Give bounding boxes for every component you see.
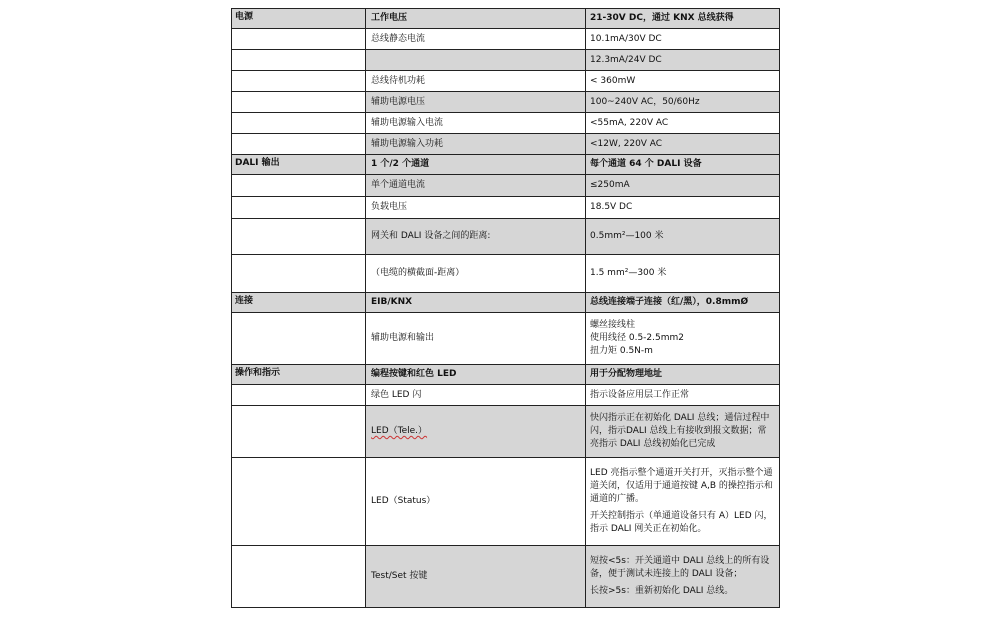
section-label xyxy=(232,385,366,406)
value-cell: 快闪指示正在初始化 DALI 总线；通信过程中闪，指示DALI 总线上有接收到报文数据；常亮指示 DALI 总线初始化已完成 xyxy=(586,406,780,458)
table-row xyxy=(232,113,780,134)
param-label: 1 个/2 个通道 xyxy=(366,155,586,175)
param-label xyxy=(366,50,586,71)
value-cell: 1.5 mm²—300 米 xyxy=(586,255,780,293)
param-label: LED（Status） xyxy=(366,458,586,546)
section-label xyxy=(232,29,366,50)
section-label xyxy=(232,92,366,113)
param-label: 辅助电源输入功耗 xyxy=(366,134,586,155)
param-label xyxy=(366,406,586,458)
value-cell: 每个通道 64 个 DALI 设备 xyxy=(586,155,780,175)
param-label: （电缆的横截面-距离） xyxy=(366,255,586,293)
value-cell: 18.5V DC xyxy=(586,197,780,219)
table-row xyxy=(232,71,780,92)
value-paragraph: 开关控制指示（单通道设备只有 A）LED 闪，指示 DALI 网关正在初始化。 xyxy=(590,511,773,534)
table-row xyxy=(232,92,780,113)
value-cell: <12W, 220V AC xyxy=(586,134,780,155)
value-cell: < 360mW xyxy=(586,71,780,92)
table-row xyxy=(232,293,780,313)
section-label xyxy=(232,313,366,365)
section-label xyxy=(232,219,366,255)
table-row xyxy=(232,50,780,71)
value-cell: <55mA, 220V AC xyxy=(586,113,780,134)
section-label xyxy=(232,50,366,71)
table-row xyxy=(232,546,780,608)
value-cell xyxy=(586,458,780,546)
value-paragraph: 长按>5s：重新初始化 DALI 总线。 xyxy=(590,586,734,596)
param-label: 辅助电源和输出 xyxy=(366,313,586,365)
section-label: DALI 输出 xyxy=(232,155,366,175)
param-label: 工作电压 xyxy=(366,9,586,29)
table-row xyxy=(232,313,780,365)
param-label: Test/Set 按键 xyxy=(366,546,586,608)
table-row xyxy=(232,365,780,385)
param-label: EIB/KNX xyxy=(366,293,586,313)
value-line: 使用线径 0.5-2.5mm2 xyxy=(590,333,684,343)
spec-table xyxy=(231,8,780,608)
value-cell xyxy=(586,313,780,365)
value-cell: 用于分配物理地址 xyxy=(586,365,780,385)
table-row xyxy=(232,155,780,175)
value-cell: 指示设备应用层工作正常 xyxy=(586,385,780,406)
value-cell: 21-30V DC，通过 KNX 总线获得 xyxy=(586,9,780,29)
table-row xyxy=(232,9,780,29)
section-label xyxy=(232,406,366,458)
value-paragraph: 短按<5s：开关通道中 DALI 总线上的所有设备，便于测试未连接上的 DALI 设备； xyxy=(590,556,770,579)
section-label xyxy=(232,71,366,92)
table-row xyxy=(232,29,780,50)
table-row xyxy=(232,197,780,219)
param-label: 总线待机功耗 xyxy=(366,71,586,92)
section-label xyxy=(232,255,366,293)
table-row xyxy=(232,406,780,458)
param-label: 编程按键和红色 LED xyxy=(366,365,586,385)
value-cell: 总线连接端子连接（红/黑），0.8mmØ xyxy=(586,293,780,313)
spec-sheet xyxy=(231,8,779,608)
param-label: 辅助电源输入电流 xyxy=(366,113,586,134)
value-paragraph: LED 亮指示整个通道开关打开，灭指示整个通道关闭，仅适用于通道按键 A,B 的操控指示和通道的广播。 xyxy=(590,468,773,504)
spec-table-body xyxy=(232,9,780,608)
param-label: 辅助电源电压 xyxy=(366,92,586,113)
table-row xyxy=(232,219,780,255)
param-label: 负载电压 xyxy=(366,197,586,219)
value-cell: ≤250mA xyxy=(586,175,780,197)
table-row xyxy=(232,134,780,155)
value-cell: 100~240V AC，50/60Hz xyxy=(586,92,780,113)
section-label xyxy=(232,113,366,134)
value-line: 螺丝接线柱 xyxy=(590,320,636,330)
table-row xyxy=(232,385,780,406)
param-label: 单个通道电流 xyxy=(366,175,586,197)
section-label xyxy=(232,546,366,608)
param-label: 总线静态电流 xyxy=(366,29,586,50)
table-row xyxy=(232,458,780,546)
section-label xyxy=(232,175,366,197)
section-label xyxy=(232,134,366,155)
section-label: 操作和指示 xyxy=(232,365,366,385)
param-label: 绿色 LED 闪 xyxy=(366,385,586,406)
section-label xyxy=(232,458,366,546)
section-label xyxy=(232,197,366,219)
value-cell xyxy=(586,546,780,608)
value-line: 扭力矩 0.5N-m xyxy=(590,346,653,356)
value-cell: 0.5mm²—100 米 xyxy=(586,219,780,255)
param-text: LED（Tele.） xyxy=(371,426,428,436)
section-label: 连接 xyxy=(232,293,366,313)
section-label: 电源 xyxy=(232,9,366,29)
table-row xyxy=(232,255,780,293)
table-row xyxy=(232,175,780,197)
value-cell: 10.1mA/30V DC xyxy=(586,29,780,50)
param-label: 网关和 DALI 设备之间的距离: xyxy=(366,219,586,255)
value-cell: 12.3mA/24V DC xyxy=(586,50,780,71)
